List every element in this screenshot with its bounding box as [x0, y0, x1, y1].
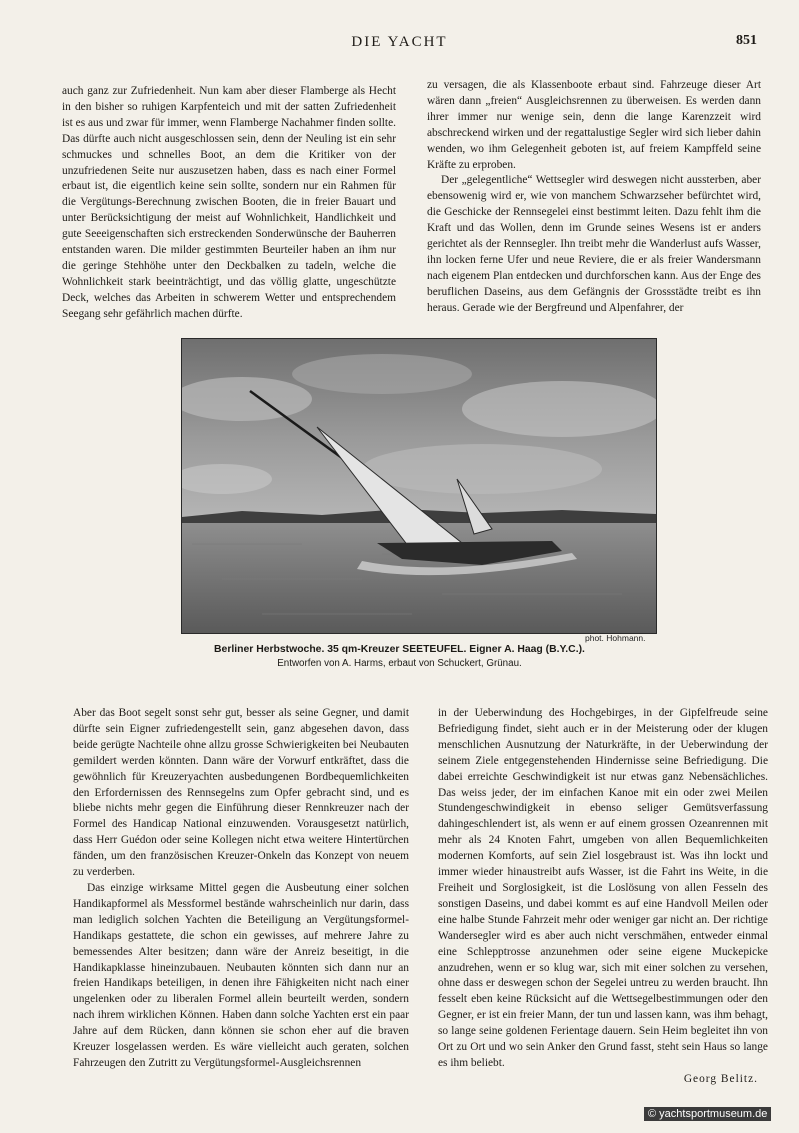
author-signature: Georg Belitz. — [683, 1072, 758, 1085]
column-top-right — [427, 78, 761, 317]
column-bottom-right — [438, 706, 768, 1088]
paragraph: Der „gelegentliche“ Wettsegler wird deswegen nicht aussterben, aber ebensowenig wird er, wie von manchem Schwarzseher befürchtet wird, die Geschicke der Rennsegelei einst bestimmt leiten. Dazu fehlt ihm die Kraft und das Wollen, denn im Grunde seines Wesens ist er anders gerichtet als der Rennsegler. Ihn treibt mehr die Wanderlust aufs Wasser, ihn locken ferne Ufer und neue Reviere, die er als freier Wandersmann nach eigenem Plan entdecken und durchforschen kann. Aus der Enge des beruflichen Daseins, aus dem Gefängnis der Grossstädte treibt es ihn heraus. Gerade wie der Bergfreund und Alpenfahrer, der — [427, 174, 761, 314]
photo-credit: phot. Hohmann. — [585, 633, 646, 643]
watermark: © yachtsportmuseum.de — [644, 1107, 771, 1121]
photo-caption-line1: Berliner Herbstwoche. 35 qm-Kreuzer SEETEUFEL. Eigner A. Haag (B.Y.C.). — [214, 644, 585, 655]
paragraph: auch ganz zur Zufriedenheit. Nun kam aber dieser Flamberge als Hecht in den bisher so ruhigen Karpfenteich und mit der satten Zufriedenheit ist es aus und zwar für immer, wenn Flamberge Nachahmer finden sollte. Das dürfte auch nicht ausgeschlossen sein, denn der Neuling ist ein sehr schmuckes und schnelles Boot, an dem die Kritiker von der unzufriedenen Seite nur auszusetzen haben, dass es nach einer Formel erbaut ist, die eigentlich keine sein sollte, sondern nur ein Rahmen für die Vergütungs-Berechnung zwischen Booten, die in freier Bauart und unter Berücksichtigung der meist auf Wohnlichkeit, Handlichkeit und gute Seeeigenschaften sich erstreckenden Sonderwünsche der Bauherren entstanden waren. Die milder gestimmten Beurteiler haben an ihm nur die geringe Stehhöhe unter den Deckbalken zu tadeln, welche die Wohnlichkeit stark beeinträchtigt, und das völlig glatte, ungeschützte Deck, welches das Arbeiten in schwerem Wetter und entsprechendem Seegang sehr gefährlich machen dürfte. — [62, 85, 396, 320]
column-bottom-left — [73, 706, 409, 1072]
column-top-left — [62, 84, 396, 323]
photo-caption-line2: Entworfen von A. Harms, erbaut von Schuckert, Grünau. — [277, 658, 522, 669]
paragraph: Aber das Boot segelt sonst sehr gut, besser als seine Gegner, und damit dürfte sein Eigner zufriedengestellt sein, ganz abgesehen davon, dass beide gerügte Nachteile ohne allzu grosse Schwierigkeiten bei Neubauten gemildert werden könnten. Dann wäre der Vorwurf entkräftet, dass die gewöhnlich für Kreuzeryachten ausbedungenen Bordbequemlichkeiten den Erfordernissen des Rennsegelns zum Opfer gebracht sind, und es bliebe nichts mehr gegen die Einführung dieser Rennkreuzer nach der Formel des Handicap National einzuwenden. Vorausgesetzt natürlich, dass Herr Guédon oder seine Kollegen nicht etwa weitere Hintertürchen fänden, um den französischen Kreuzer-Onkeln das Konzept von neuem zu verderben. — [73, 707, 409, 879]
paragraph: in der Ueberwindung des Hochgebirges, in der Gipfelfreude seine Befriedigung findet, sieht auch er in der Meisterung oder der klugen menschlichen Ausnutzung der Naturkräfte, in der Ueberwindung der seinem Ziele entgegenstehenden Hindernisse seine Befriedigung. Die dabei erreichte Geschwindigkeit ist nur etwas ganz Nebensächliches. Das weiss jeder, der im einfachen Kanoe mit ein oder zwei Meilen Stundengeschwindigkeit in ebenso seliger Gemütsverfassung dahingeschlendert ist, als wenn er auf einem grossen Ozeanrennen mit mehr als 24 Knoten Fahrt, umgeben von allen Bequemlichkeiten modernen Komforts, auf sein Ziel losgebraust ist. Was ihn lockt und immer wieder hinaustreibt aufs Wasser, ist die Fahrt ins Weite, in die Freiheit und Sorglosigkeit, ist die Loslösung von allen Fesseln des sonstigen Daseins, und dabei kommt es auf eine Handvoll Meilen oder eine halbe Stunde Fahrzeit mehr oder weniger gar nicht an. Der richtige Wandersegler wird es aber auch nicht verschmähen, entweder einmal eine Schlepptrosse anzunehmen oder seine eigene Muckepicke anzudrehen, wenn er so klug war, sich mit einer solchen zu versehen, ohne dass er deswegen schon der Segelei untreu zu werden braucht. Ihn fesselt eben keine Rücksicht auf die Wettsegelbestimmungen oder den Gegner, er ist ein freier Mann, der tun und lassen kann, was ihm behagt, so lange seine goldenen Ferientage dauern. Sein Heim begleitet ihn von Ort zu Ort und wo sein Anker den Grund fasst, steht sein Haus so lange es ihm beliebt. — [438, 707, 768, 1069]
sailboat-photo — [181, 338, 657, 634]
page-number: 851 — [736, 33, 757, 48]
paragraph: zu versagen, die als Klassenboote erbaut sind. Fahrzeuge dieser Art wären dann „freien“ Ausgleichsrennen zu überweisen. Es werden dann ihrer immer nur wenige sein, denn die lange Karenzzeit wird abschreckend wirken und der regattalustige Segler wird sich lieber dahin wenden, wo ihm Gelegenheit geboten ist, auf freiem Kampffeld seine Kräfte zu erproben. — [427, 79, 761, 171]
paragraph: Das einzige wirksame Mittel gegen die Ausbeutung einer solchen Handikapformel als Messformel bestände wahrscheinlich nur darin, dass man lediglich solchen Yachten die Beteiligung an Vergütungsformel-Handikaps gestattete, die schon ein gewisses, auf mehrere Jahre zu bemessendes Alter besitzen; dann wäre der Anreiz beseitigt, in die Handikapklasse hineinzubauen. Neubauten könnten sich dann nur an freien Handikaps beteiligen, in denen ihre Fähigkeiten nicht nach einer ungelenken oder zu liberalen Formel allein beurteilt werden, sondern nach ihrem wirklichen Können. Haben dann solche Yachten erst ein paar Jahre auf dem Rücken, dann können sie schon eher auf die braven Kreuzer losgelassen werden. Es wäre vielleicht auch geraten, solchen Fahrzeugen den Zutritt zu Vergütungsformel-Ausgleichsrennen — [73, 881, 409, 1069]
page-title: DIE YACHT — [351, 34, 448, 50]
